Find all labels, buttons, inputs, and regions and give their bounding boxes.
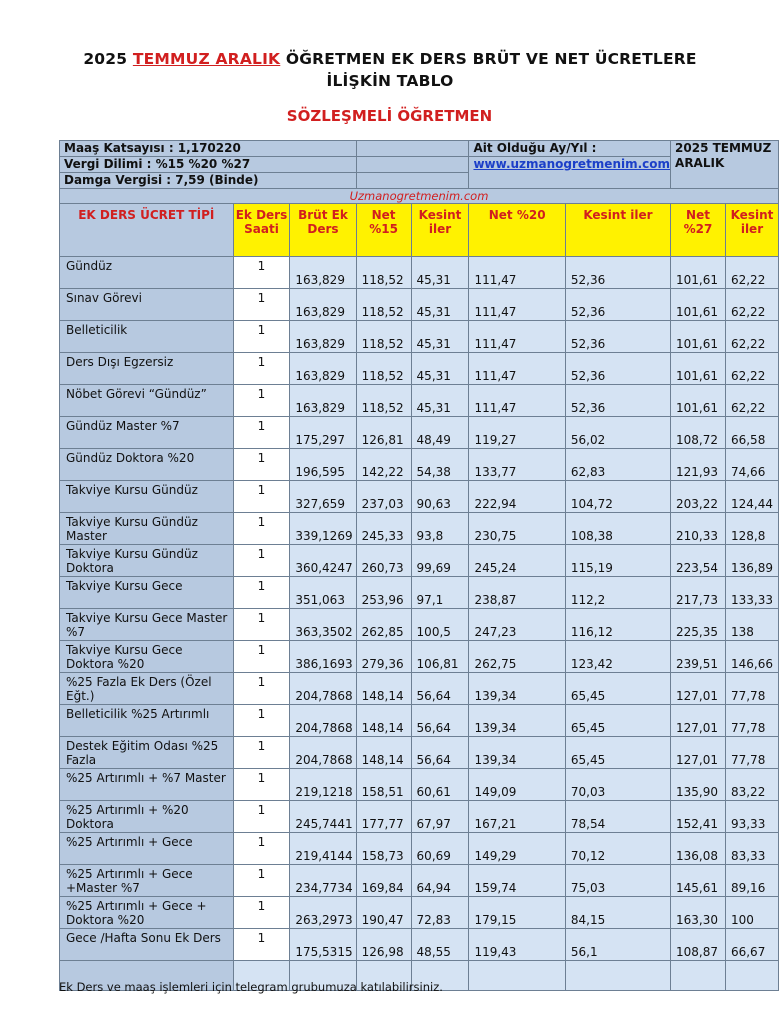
row-net15: 118,52 [356, 353, 411, 385]
row-saat: 1 [233, 417, 290, 449]
row-net20: 119,43 [469, 929, 565, 961]
row-saat: 1 [233, 705, 290, 737]
row-type: Takviye Kursu Gece [60, 577, 234, 609]
document-subtitle: SÖZLEŞMELİ ÖĞRETMEN [286, 107, 493, 125]
row-kes15: 100,5 [411, 609, 469, 641]
table-row [60, 577, 779, 609]
table-row [60, 865, 779, 897]
row-kes20: 108,38 [565, 513, 670, 545]
row-kes20: 52,36 [565, 353, 670, 385]
row-net27: 101,61 [671, 257, 726, 289]
table-row [60, 641, 779, 673]
row-kes15: 72,83 [411, 897, 469, 929]
row-kes15: 67,97 [411, 801, 469, 833]
row-kes15: 45,31 [411, 321, 469, 353]
row-kes20: 75,03 [565, 865, 670, 897]
row-type: Takviye Kursu Gündüz [60, 481, 234, 513]
row-kes15: 56,64 [411, 737, 469, 769]
row-kes27: 74,66 [725, 449, 778, 481]
row-saat: 1 [233, 289, 290, 321]
row-saat: 1 [233, 513, 290, 545]
row-kes15: 45,31 [411, 385, 469, 417]
row-saat: 1 [233, 897, 290, 929]
row-kes27: 146,66 [725, 641, 778, 673]
row-brut: 351,063 [290, 577, 356, 609]
row-kes15: 48,49 [411, 417, 469, 449]
row-brut: 263,2973 [290, 897, 356, 929]
row-saat: 1 [233, 833, 290, 865]
title-part2: ÖĞRETMEN EK DERS BRÜT VE NET ÜCRETLERE [280, 50, 697, 68]
info-blank [356, 157, 469, 173]
row-net15: 126,98 [356, 929, 411, 961]
row-net15: 253,96 [356, 577, 411, 609]
row-kes27: 66,58 [725, 417, 778, 449]
row-kes27: 138 [725, 609, 778, 641]
row-saat: 1 [233, 257, 290, 289]
row-kes20: 56,1 [565, 929, 670, 961]
row-type: %25 Artırımlı + Gece [60, 833, 234, 865]
row-net27: 136,08 [671, 833, 726, 865]
row-kes27: 128,8 [725, 513, 778, 545]
row-type: Gece /Hafta Sonu Ek Ders [60, 929, 234, 961]
row-kes20: 52,36 [565, 321, 670, 353]
row-saat: 1 [233, 737, 290, 769]
row-kes15: 90,63 [411, 481, 469, 513]
row-net27: 127,01 [671, 673, 726, 705]
row-brut: 204,7868 [290, 705, 356, 737]
row-net15: 169,84 [356, 865, 411, 897]
table-row [60, 289, 779, 321]
row-net20: 139,34 [469, 705, 565, 737]
row-net27: 210,33 [671, 513, 726, 545]
row-kes27: 62,22 [725, 257, 778, 289]
empty-cell [671, 961, 726, 991]
row-net15: 190,47 [356, 897, 411, 929]
row-kes20: 62,83 [565, 449, 670, 481]
row-net27: 225,35 [671, 609, 726, 641]
row-kes27: 77,78 [725, 737, 778, 769]
row-kes20: 116,12 [565, 609, 670, 641]
row-saat: 1 [233, 385, 290, 417]
row-kes27: 100 [725, 897, 778, 929]
row-saat: 1 [233, 929, 290, 961]
row-net20: 111,47 [469, 321, 565, 353]
row-net20: 262,75 [469, 641, 565, 673]
row-net15: 262,85 [356, 609, 411, 641]
title-period: TEMMUZ ARALIK [132, 50, 281, 68]
period-line1: 2025 TEMMUZ [675, 141, 772, 155]
row-saat: 1 [233, 481, 290, 513]
row-type: %25 Artırımlı + %7 Master [60, 769, 234, 801]
row-brut: 204,7868 [290, 673, 356, 705]
row-saat: 1 [233, 321, 290, 353]
row-net27: 239,51 [671, 641, 726, 673]
table-row [60, 673, 779, 705]
row-kes15: 45,31 [411, 353, 469, 385]
header-net20: Net %20 [469, 204, 565, 257]
empty-cell [565, 961, 670, 991]
row-type: Takviye Kursu Gündüz Doktora [60, 545, 234, 577]
row-net27: 101,61 [671, 321, 726, 353]
row-net20: 139,34 [469, 737, 565, 769]
row-net20: 111,47 [469, 289, 565, 321]
row-brut: 363,3502 [290, 609, 356, 641]
row-kes20: 78,54 [565, 801, 670, 833]
row-net20: 159,74 [469, 865, 565, 897]
row-net15: 177,77 [356, 801, 411, 833]
row-saat: 1 [233, 449, 290, 481]
row-kes15: 97,1 [411, 577, 469, 609]
row-kes20: 70,12 [565, 833, 670, 865]
row-kes27: 83,22 [725, 769, 778, 801]
row-kes20: 115,19 [565, 545, 670, 577]
row-net15: 158,51 [356, 769, 411, 801]
title-line2: İLİŞKİN TABLO [326, 72, 454, 90]
row-net27: 203,22 [671, 481, 726, 513]
table-row [60, 769, 779, 801]
row-brut: 163,829 [290, 385, 356, 417]
row-saat: 1 [233, 865, 290, 897]
row-net20: 119,27 [469, 417, 565, 449]
row-type: Sınav Görevi [60, 289, 234, 321]
row-brut: 175,5315 [290, 929, 356, 961]
table-row [60, 545, 779, 577]
row-net15: 126,81 [356, 417, 411, 449]
table-row [60, 801, 779, 833]
row-net15: 118,52 [356, 385, 411, 417]
row-net27: 127,01 [671, 705, 726, 737]
row-kes20: 56,02 [565, 417, 670, 449]
row-kes15: 93,8 [411, 513, 469, 545]
site-link-cell [469, 157, 671, 189]
row-brut: 163,829 [290, 353, 356, 385]
row-saat: 1 [233, 769, 290, 801]
row-net15: 260,73 [356, 545, 411, 577]
table-row [60, 737, 779, 769]
row-net20: 238,87 [469, 577, 565, 609]
row-net20: 167,21 [469, 801, 565, 833]
row-kes20: 65,45 [565, 705, 670, 737]
row-kes27: 62,22 [725, 289, 778, 321]
header-kes15: Kesint iler [411, 204, 469, 257]
row-net27: 223,54 [671, 545, 726, 577]
row-kes20: 52,36 [565, 257, 670, 289]
ait-oldugu-label: Ait Olduğu Ay/Yıl : [469, 141, 671, 157]
row-kes15: 45,31 [411, 257, 469, 289]
table-row [60, 705, 779, 737]
row-net15: 148,14 [356, 705, 411, 737]
table-row [60, 513, 779, 545]
header-kes27: Kesint iler [725, 204, 778, 257]
row-brut: 386,1693 [290, 641, 356, 673]
row-saat: 1 [233, 353, 290, 385]
table-row [60, 833, 779, 865]
row-type: Nöbet Görevi “Gündüz” [60, 385, 234, 417]
row-type: Belleticilik %25 Artırımlı [60, 705, 234, 737]
table-row [60, 321, 779, 353]
row-net27: 101,61 [671, 353, 726, 385]
row-kes20: 84,15 [565, 897, 670, 929]
row-brut: 175,297 [290, 417, 356, 449]
row-type: %25 Fazla Ek Ders (Özel Eğt.) [60, 673, 234, 705]
row-kes15: 60,69 [411, 833, 469, 865]
row-net20: 111,47 [469, 353, 565, 385]
table-row [60, 897, 779, 929]
row-kes15: 64,94 [411, 865, 469, 897]
maas-katsayisi: Maaş Katsayısı : 1,170220 [60, 141, 357, 157]
row-type: Takviye Kursu Gece Doktora %20 [60, 641, 234, 673]
row-net15: 118,52 [356, 257, 411, 289]
title-part1: 2025 [83, 50, 133, 68]
row-type: Belleticilik [60, 321, 234, 353]
row-type: Gündüz Master %7 [60, 417, 234, 449]
row-kes15: 48,55 [411, 929, 469, 961]
row-net20: 245,24 [469, 545, 565, 577]
row-net20: 222,94 [469, 481, 565, 513]
table-row [60, 929, 779, 961]
row-type: Gündüz [60, 257, 234, 289]
row-net20: 179,15 [469, 897, 565, 929]
row-kes15: 45,31 [411, 289, 469, 321]
header-brut: Brüt Ek Ders [290, 204, 356, 257]
row-net27: 217,73 [671, 577, 726, 609]
table-row [60, 417, 779, 449]
row-saat: 1 [233, 801, 290, 833]
row-brut: 219,1218 [290, 769, 356, 801]
row-kes15: 54,38 [411, 449, 469, 481]
empty-cell [469, 961, 565, 991]
header-type: EK DERS ÜCRET TİPİ [60, 204, 234, 257]
row-brut: 163,829 [290, 321, 356, 353]
damga-vergisi: Damga Vergisi : 7,59 (Binde) [60, 173, 357, 189]
row-saat: 1 [233, 609, 290, 641]
row-net27: 163,30 [671, 897, 726, 929]
row-kes27: 62,22 [725, 321, 778, 353]
row-kes20: 123,42 [565, 641, 670, 673]
row-net27: 101,61 [671, 385, 726, 417]
row-brut: 163,829 [290, 289, 356, 321]
row-net27: 145,61 [671, 865, 726, 897]
row-net15: 142,22 [356, 449, 411, 481]
row-net20: 111,47 [469, 257, 565, 289]
row-type: Takviye Kursu Gündüz Master [60, 513, 234, 545]
row-net20: 139,34 [469, 673, 565, 705]
row-brut: 219,4144 [290, 833, 356, 865]
row-saat: 1 [233, 673, 290, 705]
ek-ders-table [59, 140, 779, 991]
row-type: Ders Dışı Egzersiz [60, 353, 234, 385]
row-kes20: 65,45 [565, 737, 670, 769]
row-net27: 108,87 [671, 929, 726, 961]
period-line2: ARALIK [675, 156, 725, 170]
row-net27: 152,41 [671, 801, 726, 833]
row-brut: 163,829 [290, 257, 356, 289]
table-row [60, 385, 779, 417]
row-kes20: 52,36 [565, 289, 670, 321]
document-title [30, 48, 750, 92]
row-net15: 245,33 [356, 513, 411, 545]
empty-cell [725, 961, 778, 991]
row-net15: 118,52 [356, 321, 411, 353]
row-brut: 196,595 [290, 449, 356, 481]
header-net27: Net %27 [671, 204, 726, 257]
row-net15: 158,73 [356, 833, 411, 865]
row-brut: 339,1269 [290, 513, 356, 545]
row-net15: 237,03 [356, 481, 411, 513]
row-saat: 1 [233, 577, 290, 609]
row-net20: 230,75 [469, 513, 565, 545]
row-kes27: 77,78 [725, 705, 778, 737]
row-type: Takviye Kursu Gece Master %7 [60, 609, 234, 641]
row-net27: 121,93 [671, 449, 726, 481]
row-type: Gündüz Doktora %20 [60, 449, 234, 481]
row-net20: 111,47 [469, 385, 565, 417]
info-blank [356, 141, 469, 157]
row-net15: 118,52 [356, 289, 411, 321]
row-net27: 101,61 [671, 289, 726, 321]
row-kes15: 106,81 [411, 641, 469, 673]
vergi-dilimi: Vergi Dilimi : %15 %20 %27 [60, 157, 357, 173]
table-row [60, 481, 779, 513]
row-net20: 149,29 [469, 833, 565, 865]
row-net20: 149,09 [469, 769, 565, 801]
row-net20: 133,77 [469, 449, 565, 481]
table-row [60, 449, 779, 481]
row-brut: 204,7868 [290, 737, 356, 769]
row-saat: 1 [233, 641, 290, 673]
row-kes27: 66,67 [725, 929, 778, 961]
row-type: %25 Artırımlı + %20 Doktora [60, 801, 234, 833]
row-kes15: 60,61 [411, 769, 469, 801]
row-kes27: 89,16 [725, 865, 778, 897]
row-kes15: 56,64 [411, 673, 469, 705]
row-net15: 148,14 [356, 737, 411, 769]
row-kes27: 124,44 [725, 481, 778, 513]
row-brut: 245,7441 [290, 801, 356, 833]
row-type: %25 Artırımlı + Gece +Master %7 [60, 865, 234, 897]
table-row [60, 257, 779, 289]
row-kes20: 65,45 [565, 673, 670, 705]
row-kes27: 62,22 [725, 385, 778, 417]
row-kes20: 70,03 [565, 769, 670, 801]
header-kes20: Kesint iler [565, 204, 670, 257]
row-saat: 1 [233, 545, 290, 577]
site-link[interactable]: www.uzmanogretmenim.com [473, 157, 671, 171]
row-kes27: 93,33 [725, 801, 778, 833]
row-brut: 234,7734 [290, 865, 356, 897]
row-kes20: 52,36 [565, 385, 670, 417]
row-kes20: 112,2 [565, 577, 670, 609]
row-net27: 135,90 [671, 769, 726, 801]
row-type: Destek Eğitim Odası %25 Fazla [60, 737, 234, 769]
row-net27: 127,01 [671, 737, 726, 769]
info-blank [356, 173, 469, 189]
row-net15: 279,36 [356, 641, 411, 673]
site-label: Uzmanogretmenim.com [60, 189, 779, 204]
row-kes15: 99,69 [411, 545, 469, 577]
row-brut: 327,659 [290, 481, 356, 513]
row-kes27: 77,78 [725, 673, 778, 705]
row-net20: 247,23 [469, 609, 565, 641]
row-kes27: 133,33 [725, 577, 778, 609]
row-kes20: 104,72 [565, 481, 670, 513]
row-kes27: 83,33 [725, 833, 778, 865]
row-kes27: 62,22 [725, 353, 778, 385]
period-cell [671, 141, 779, 189]
table-row [60, 609, 779, 641]
table-row [60, 353, 779, 385]
row-type: %25 Artırımlı + Gece + Doktora %20 [60, 897, 234, 929]
header-net15: Net %15 [356, 204, 411, 257]
row-kes15: 56,64 [411, 705, 469, 737]
row-kes27: 136,89 [725, 545, 778, 577]
row-brut: 360,4247 [290, 545, 356, 577]
footer-note: Ek Ders ve maaş işlemleri için telegram grubumuza katılabilirsiniz. [59, 980, 443, 994]
row-net15: 148,14 [356, 673, 411, 705]
header-saat: Ek Ders Saati [233, 204, 290, 257]
row-net27: 108,72 [671, 417, 726, 449]
